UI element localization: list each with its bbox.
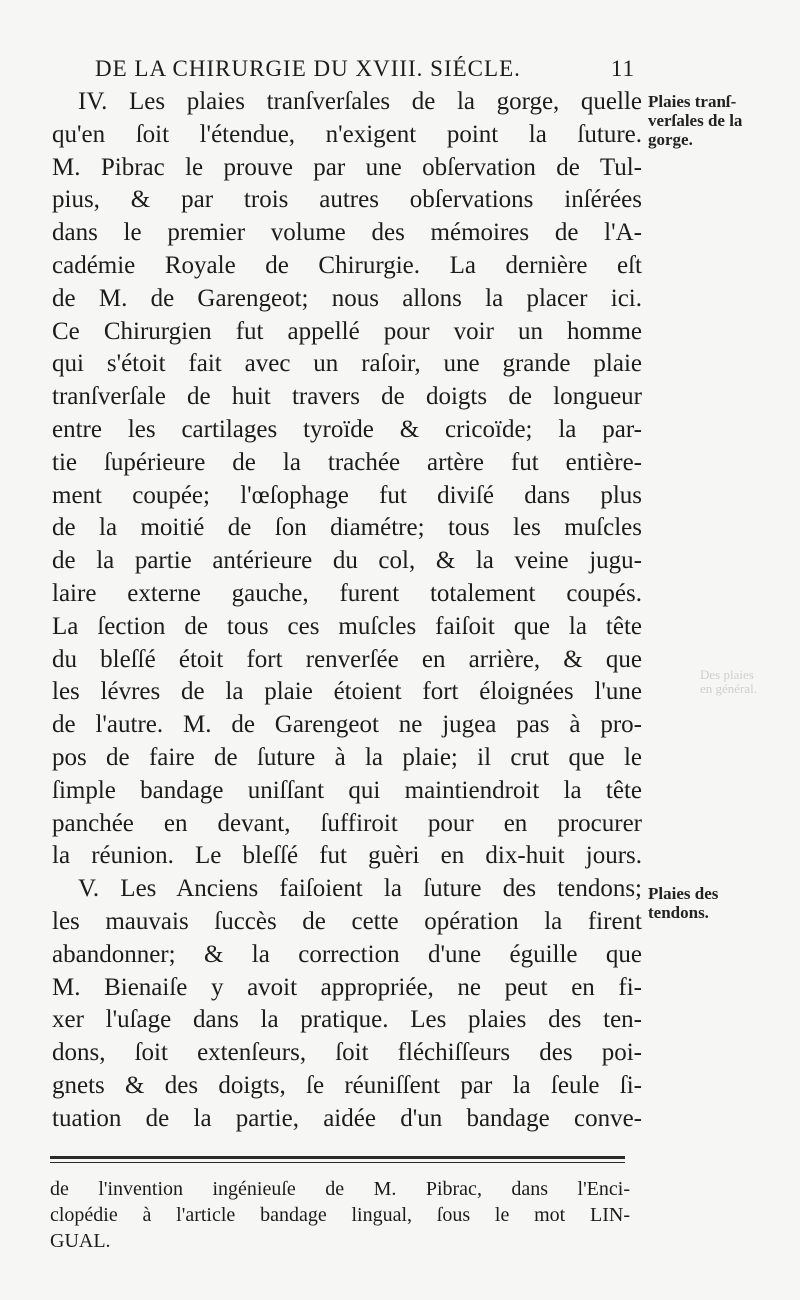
text-line: cadémie Royale de Chirurgie. La dernière eſt: [52, 251, 642, 279]
footnote-rule: [50, 1156, 625, 1159]
text-line: tie ſupérieure de la trachée artère fut entière-: [52, 448, 642, 476]
text-line: laire externe gauche, furent totalement coupés.: [52, 579, 642, 607]
text-line: abandonner; & la correction d'une éguille que: [52, 940, 642, 968]
text-line: Ce Chirurgien fut appellé pour voir un homme: [52, 317, 642, 345]
text-line: La ſection de tous ces muſcles faiſoit que la tête: [52, 612, 642, 640]
footnote-line: clopédie à l'article bandage lingual, ſous le mot LIN-: [50, 1204, 630, 1226]
running-title: DE LA CHIRURGIE DU XVIII. SIÉCLE.: [95, 56, 521, 81]
text-line: V. Les Anciens faiſoient la ſuture des tendons;: [78, 875, 642, 903]
text-line: de M. de Garengeot; nous allons la placer ici.: [52, 284, 642, 312]
footnote: [50, 1176, 630, 1254]
margin-note-transverse-wounds: [648, 92, 793, 149]
text-line: M. Pibrac le prouve par une obſervation de Tul-: [52, 153, 642, 181]
text-line: ſimple bandage uniſſant qui maintiendroit la tête: [52, 776, 642, 804]
text-line: de l'autre. M. de Garengeot ne jugea pas à pro-: [52, 711, 642, 739]
body-text: [52, 86, 642, 1136]
text-line: les mauvais ſuccès de cette opération la firent: [52, 907, 642, 935]
text-line: les lévres de la plaie étoient fort éloignées l'une: [52, 678, 642, 706]
text-line: ment coupée; l'œſophage fut diviſé dans plus: [52, 481, 642, 509]
footnote-line: GUAL.: [50, 1230, 111, 1252]
text-line: de la partie antérieure du col, & la veine jugu-: [52, 547, 642, 575]
text-line: la réunion. Le bleſſé fut guèri en dix-huit jours.: [52, 842, 642, 870]
text-line: gnets & des doigts, ſe réuniſſent par la ſeule ſi-: [52, 1071, 642, 1099]
margin-note-tendon-wounds: [648, 884, 793, 922]
footnote-line: de l'invention ingénieuſe de M. Pibrac, dans l'Enci-: [50, 1178, 630, 1200]
footnote-rule-thin: [50, 1162, 625, 1163]
text-line: IV. Les plaies tranſverſales de la gorge, quelle: [78, 88, 642, 115]
text-line: M. Bienaiſe y avoit appropriée, ne peut en fi-: [52, 973, 642, 1001]
text-line: pos de faire de ſuture à la plaie; il crut que le: [52, 743, 642, 771]
text-line: qui s'étoit fait avec un raſoir, une grande plaie: [52, 350, 642, 378]
margin-note-line: tendons.: [648, 903, 709, 922]
margin-note-line: verſales de la: [648, 111, 743, 130]
margin-note-line: gorge.: [648, 130, 693, 149]
text-line: pius, & par trois autres obſervations inſérées: [52, 186, 642, 214]
margin-note-line: Plaies des: [648, 884, 719, 903]
bleed-through-line: Des plaies: [700, 667, 754, 682]
bleed-through-text: [700, 668, 757, 696]
text-line: dons, ſoit extenſeurs, ſoit fléchiſſeurs des poi-: [52, 1039, 642, 1067]
text-line: panchée en devant, ſuffiroit pour en procurer: [52, 809, 642, 837]
text-line: de la moitié de ſon diamétre; tous les muſcles: [52, 514, 642, 542]
text-line: xer l'uſage dans la pratique. Les plaies des ten-: [52, 1006, 642, 1034]
text-line: entre les cartilages tyroïde & cricoïde; la par-: [52, 415, 642, 443]
text-line: tuation de la partie, aidée d'un bandage conve-: [52, 1104, 642, 1132]
text-line: dans le premier volume des mémoires de l'A-: [52, 219, 642, 247]
running-header: [95, 56, 635, 82]
text-line: du bleſſé étoit fort renverſée en arrière, & que: [52, 645, 642, 673]
text-line: tranſverſale de huit travers de doigts de longueur: [52, 383, 642, 411]
margin-note-line: Plaies tranſ-: [648, 92, 737, 111]
text-line: qu'en ſoit l'étendue, n'exigent point la ſuture.: [52, 120, 642, 148]
page-number: 11: [610, 56, 635, 81]
bleed-through-line: en général.: [700, 681, 758, 696]
